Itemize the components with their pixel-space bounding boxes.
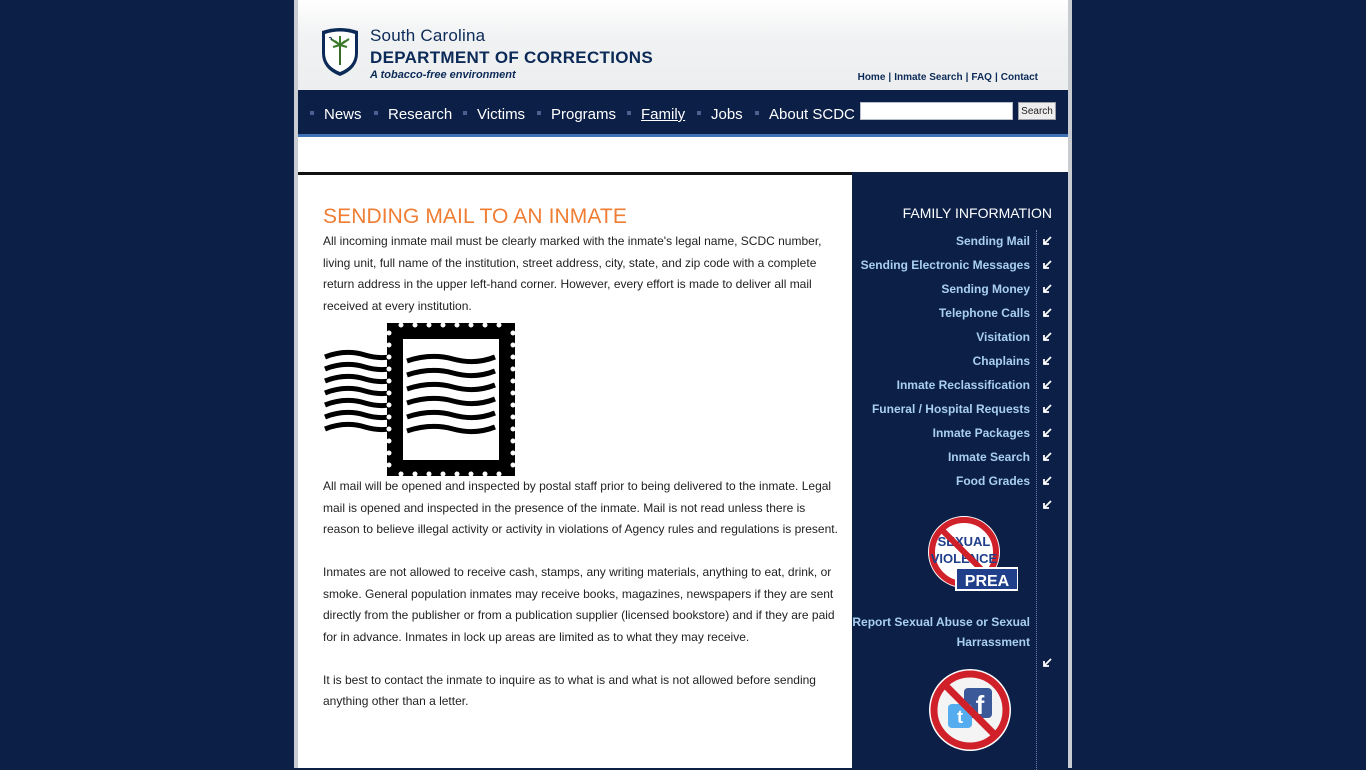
paragraph-intro: All incoming inmate mail must be clearly marked with the inmate's legal name, SCDC number, living unit, full name of the institution, street address, city, state, and zip code with a complete return address in the upper left-hand corner. However, every effort is made to deliver all mail received at every institution. [323, 234, 822, 313]
scdc-shield-logo[interactable] [320, 27, 360, 77]
svg-text:f: f [975, 690, 985, 720]
arrow-down-left-icon[interactable] [1042, 476, 1052, 486]
toplink-separator: | [994, 72, 998, 83]
prea-text-line2: VIOLENCE [930, 551, 998, 566]
nav-item-news[interactable] [310, 106, 362, 123]
toplink-contact[interactable]: Contact [1000, 72, 1038, 83]
site-header [298, 0, 1068, 90]
main-nav [298, 90, 1068, 137]
arrow-down-left-icon[interactable] [1042, 428, 1052, 438]
paragraph-contact-inmate: It is best to contact the inmate to inquire as to what is and what is not allowed before sending anything other than a letter. [323, 672, 816, 708]
logo-tagline: A tobacco-free environment [370, 69, 516, 81]
toplink-inmate-search[interactable]: Inmate Search [894, 72, 963, 83]
main-content [323, 200, 838, 713]
logo-department-name: DEPARTMENT OF CORRECTIONS [370, 48, 653, 67]
report-sexual-abuse-link[interactable]: Report Sexual Abuse or Sexual Harrassment [852, 615, 1030, 649]
svg-text:t: t [957, 707, 963, 727]
nav-label: Research [388, 106, 453, 123]
search-input[interactable] [860, 102, 1013, 120]
sidebar-link-electronic-messages[interactable]: Sending Electronic Messages [860, 258, 1030, 272]
toplink-separator: | [888, 72, 892, 83]
bullet-icon [537, 111, 541, 115]
content-top-rule [298, 172, 852, 175]
no-social-media-icon[interactable] [928, 668, 1012, 752]
arrow-down-left-icon[interactable] [1042, 308, 1052, 318]
nav-item-about-scdc[interactable] [755, 106, 855, 123]
sidebar-link-sending-mail[interactable]: Sending Mail [955, 234, 1030, 248]
sidebar-link-visitation[interactable]: Visitation [976, 330, 1030, 344]
bullet-icon [463, 111, 467, 115]
nav-label: News [324, 106, 362, 123]
paragraph-restrictions: Inmates are not allowed to receive cash, stamps, any writing materials, anything to eat, drink, or smoke. General population inmates may receive books, magazines, newspapers if they are sent directly from the publisher or from a publication supplier (licensed bookstore) and if they are paid for in advance. Inmates in lock up areas are limited as to what they may receive. [323, 565, 835, 644]
logo-state-name: South Carolina [370, 26, 486, 45]
sidebar-link-chaplains[interactable]: Chaplains [972, 354, 1030, 368]
paragraph-inspection: All mail will be opened and inspected by postal staff prior to being delivered to the inmate. Legal mail is opened and inspected in the presence of the inmate. Mail is not read unless there is reason to believe illegal activity or activity in violations of Agency rules and regulations is present. [323, 479, 838, 536]
arrow-down-left-icon[interactable] [1042, 332, 1052, 342]
arrow-down-left-icon[interactable] [1042, 356, 1052, 366]
arrow-down-left-icon[interactable] [1042, 236, 1052, 246]
nav-label: Victims [477, 106, 526, 123]
prea-text-line3: PREA [964, 573, 1010, 590]
nav-label: Family [641, 106, 686, 123]
nav-item-family[interactable] [627, 106, 685, 123]
toplink-home[interactable]: Home [857, 72, 886, 83]
sidebar-link-inmate-search[interactable]: Inmate Search [947, 450, 1030, 464]
nav-item-programs[interactable] [537, 106, 616, 123]
postage-stamp-image [323, 323, 518, 476]
sidebar-divider [1036, 230, 1037, 770]
search-button[interactable]: Search [1018, 102, 1056, 120]
nav-item-victims[interactable] [463, 106, 525, 123]
arrow-down-left-icon[interactable] [1042, 260, 1052, 270]
prea-text-line1: SEXUAL [937, 534, 991, 549]
sidebar-link-food-grades[interactable]: Food Grades [955, 474, 1030, 488]
utility-links [858, 72, 1038, 83]
sidebar-link-funeral-hospital[interactable]: Funeral / Hospital Requests [871, 402, 1030, 416]
arrow-down-left-icon[interactable] [1042, 658, 1052, 668]
toplink-faq[interactable]: FAQ [971, 72, 992, 83]
toplink-separator: | [965, 72, 969, 83]
nav-label: Programs [551, 106, 617, 123]
bullet-icon [374, 111, 378, 115]
sidebar-title: FAMILY INFORMATION [902, 205, 1052, 221]
arrow-down-left-icon[interactable] [1042, 284, 1052, 294]
nav-item-jobs[interactable] [697, 106, 743, 123]
bullet-icon [697, 111, 701, 115]
bullet-icon [755, 111, 759, 115]
nav-label: About SCDC [769, 106, 855, 123]
family-info-sidebar [852, 172, 1068, 768]
arrow-down-left-icon[interactable] [1042, 452, 1052, 462]
sidebar-link-reclassification[interactable]: Inmate Reclassification [896, 378, 1030, 392]
arrow-down-left-icon[interactable] [1042, 500, 1052, 510]
prea-sexual-violence-badge[interactable] [922, 516, 1018, 592]
sidebar-link-telephone-calls[interactable]: Telephone Calls [938, 306, 1030, 320]
bullet-icon [627, 111, 631, 115]
sidebar-link-inmate-packages[interactable]: Inmate Packages [932, 426, 1030, 440]
arrow-down-left-icon[interactable] [1042, 380, 1052, 390]
bullet-icon [310, 111, 314, 115]
nav-label: Jobs [711, 106, 743, 123]
page-title: SENDING MAIL TO AN INMATE [323, 205, 627, 228]
page-container [294, 0, 1072, 768]
sidebar-link-sending-money[interactable]: Sending Money [941, 282, 1030, 296]
arrow-down-left-icon[interactable] [1042, 404, 1052, 414]
nav-item-research[interactable] [374, 106, 452, 123]
